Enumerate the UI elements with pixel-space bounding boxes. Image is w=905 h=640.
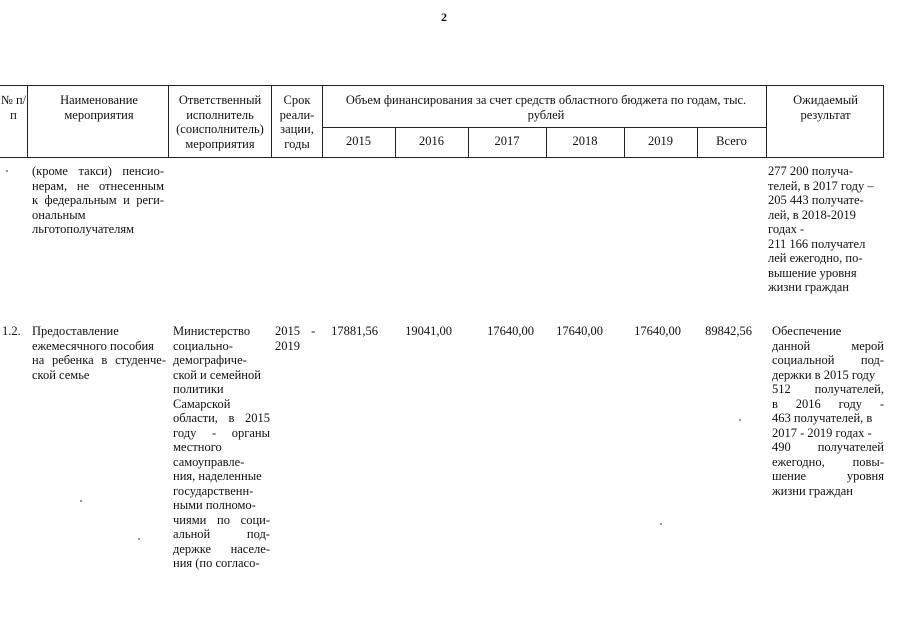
word: (кроме bbox=[32, 164, 68, 178]
word: альной bbox=[173, 527, 211, 541]
word: - bbox=[211, 425, 217, 440]
text-line: годах - bbox=[768, 222, 805, 236]
word: пенсио- bbox=[122, 164, 164, 178]
word: социальной bbox=[772, 353, 835, 367]
row-number: 1.2. bbox=[2, 324, 21, 338]
text-line: социально- bbox=[173, 338, 233, 353]
header-bottom-border bbox=[0, 157, 884, 158]
word: населе- bbox=[230, 541, 270, 556]
text-line: демографиче- bbox=[173, 353, 247, 367]
text-line: местного bbox=[173, 440, 222, 454]
scan-speck bbox=[660, 523, 662, 525]
text-line: льготополучателям bbox=[32, 222, 135, 236]
text-line bbox=[772, 440, 884, 455]
text-line bbox=[173, 513, 270, 528]
word: соци- bbox=[240, 512, 270, 527]
header-year: 2017 bbox=[494, 134, 520, 148]
word: году bbox=[173, 425, 197, 440]
word: по bbox=[217, 512, 230, 527]
text-line: ными полномо- bbox=[173, 498, 256, 512]
text-line: ской и семейной bbox=[173, 367, 261, 382]
text-line: жизни граждан bbox=[768, 280, 849, 294]
text-line: вышение уровня bbox=[768, 265, 857, 280]
text-line bbox=[772, 397, 884, 412]
text-line: телей, в 2017 году – bbox=[768, 178, 874, 193]
col-divider bbox=[766, 85, 767, 158]
word: ежегодно, bbox=[772, 454, 825, 469]
row-result bbox=[772, 324, 884, 498]
header-year: 2018 bbox=[572, 134, 598, 148]
page-number: 2 bbox=[441, 10, 447, 24]
text-line bbox=[772, 353, 884, 368]
word: под- bbox=[246, 527, 270, 541]
value-total: 89842,56 bbox=[705, 324, 752, 338]
value-2018: 17640,00 bbox=[556, 324, 603, 338]
row-term bbox=[275, 324, 325, 353]
text-line bbox=[173, 426, 270, 441]
header-term: Срок реали-зации, годы bbox=[279, 93, 315, 151]
text-line bbox=[772, 469, 884, 484]
text-line: ния (по согласо- bbox=[173, 556, 260, 570]
text-line bbox=[772, 382, 884, 397]
row-name bbox=[32, 324, 166, 382]
term-start: 2015 - bbox=[275, 324, 316, 338]
header-funding: Объем финансирования за счет средств областного бюджета по годам, тыс. рублей bbox=[345, 93, 747, 122]
word: чиями bbox=[173, 512, 207, 527]
word: повы- bbox=[852, 454, 884, 469]
row-executor bbox=[173, 324, 270, 571]
word: реги- bbox=[136, 193, 164, 207]
word: такси) bbox=[78, 164, 112, 178]
word: нерам, bbox=[32, 178, 68, 193]
word: данной bbox=[772, 338, 811, 353]
word: в bbox=[772, 396, 778, 411]
text-line bbox=[173, 542, 270, 557]
word: студенче- bbox=[115, 353, 166, 367]
value-2017: 17640,00 bbox=[487, 324, 534, 338]
text-line bbox=[32, 179, 164, 194]
col-divider bbox=[27, 85, 28, 158]
years-row-border bbox=[322, 127, 767, 128]
text-line: 463 получателей, в bbox=[772, 411, 873, 425]
text-line bbox=[772, 339, 884, 354]
header-year: 2015 bbox=[346, 134, 371, 148]
word: под- bbox=[860, 353, 884, 367]
scan-speck bbox=[138, 538, 140, 540]
word: - bbox=[879, 396, 884, 411]
text-line bbox=[32, 164, 164, 179]
col-divider bbox=[883, 85, 884, 158]
text-line: Предоставление bbox=[32, 324, 119, 338]
text-line: Министерство bbox=[173, 324, 251, 338]
header-name: Наименование мероприятия bbox=[60, 93, 138, 122]
word: и bbox=[123, 193, 130, 207]
text-line: Самарской bbox=[173, 396, 231, 411]
text-line: лей ежегодно, по- bbox=[768, 251, 863, 265]
value-2015: 17881,56 bbox=[331, 324, 378, 338]
text-line: лей, в 2018-2019 bbox=[768, 207, 856, 222]
word: в bbox=[228, 411, 235, 425]
text-line: держки в 2015 году bbox=[772, 367, 876, 382]
word: шение bbox=[772, 469, 807, 483]
word: к bbox=[32, 193, 39, 207]
text-line bbox=[772, 455, 884, 470]
word: на bbox=[32, 353, 45, 367]
col-divider bbox=[271, 85, 272, 158]
word: держке bbox=[173, 541, 212, 556]
text-line bbox=[32, 193, 164, 208]
word: мерой bbox=[851, 338, 884, 353]
word: не bbox=[76, 178, 90, 193]
word: 490 bbox=[772, 440, 791, 454]
text-line: политики bbox=[173, 382, 224, 396]
word: области, bbox=[173, 411, 218, 425]
text-line bbox=[173, 527, 270, 542]
word: в bbox=[101, 353, 108, 367]
text-line: государственн- bbox=[173, 483, 254, 498]
value-2016: 19041,00 bbox=[405, 324, 452, 338]
scan-speck bbox=[739, 419, 741, 421]
word: 2016 bbox=[795, 396, 821, 411]
word: федеральным bbox=[44, 193, 117, 207]
word: уровня bbox=[846, 469, 884, 483]
text-line bbox=[173, 411, 270, 426]
scan-speck bbox=[6, 170, 8, 172]
word: году bbox=[838, 396, 862, 411]
word: получателей, bbox=[814, 382, 884, 396]
text-line: 205 443 получате- bbox=[768, 193, 864, 207]
word: ребенка bbox=[52, 353, 94, 367]
text-line: ния, наделенные bbox=[173, 469, 262, 483]
text-line: 277 200 получа- bbox=[768, 164, 854, 178]
header-total: Всего bbox=[716, 134, 747, 148]
text-line: Обеспечение bbox=[772, 324, 842, 338]
text-line: 211 166 получател bbox=[768, 236, 866, 251]
header-executor: Ответственный исполнитель (соисполнитель) мероприятия bbox=[176, 93, 264, 151]
text-line: жизни граждан bbox=[772, 483, 853, 498]
word: 512 bbox=[772, 382, 791, 396]
text-line bbox=[32, 353, 166, 368]
text-line: 2017 - 2019 годах - bbox=[772, 425, 872, 440]
text-line: ской семье bbox=[32, 367, 90, 382]
word: отнесенным bbox=[98, 178, 164, 193]
text-line: ональным bbox=[32, 207, 86, 222]
word: 2015 bbox=[244, 411, 270, 425]
header-result: Ожидаемый результат bbox=[793, 93, 858, 122]
text-line: ежемесячного пособия bbox=[32, 338, 154, 353]
header-year: 2019 bbox=[648, 134, 673, 148]
word: органы bbox=[231, 425, 270, 440]
continued-row-name bbox=[32, 164, 164, 237]
table-top-border bbox=[0, 85, 884, 86]
header-num: № п/п bbox=[0, 93, 27, 122]
header-year: 2016 bbox=[419, 134, 444, 148]
continued-row-result bbox=[768, 164, 883, 295]
value-2019: 17640,00 bbox=[634, 324, 681, 338]
scan-speck bbox=[80, 500, 82, 502]
term-end: 2019 bbox=[275, 338, 300, 353]
text-line: самоуправле- bbox=[173, 454, 245, 469]
word: получателей bbox=[817, 440, 884, 454]
